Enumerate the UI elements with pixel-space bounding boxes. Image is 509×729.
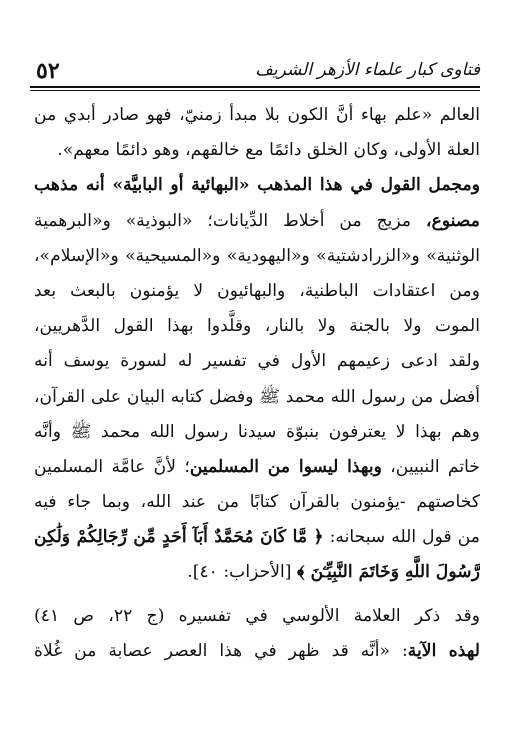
- text-segment: الوثنية» و«الزرادشتية» و«اليهودية» و«المسيحية» و«الإسلام»،: [34, 245, 480, 266]
- bold-text-segment: مصنوع،: [426, 210, 480, 231]
- text-segment: : «أنَّه قد ظهر في هذا العصر عصابة من غُلاة: [34, 640, 408, 661]
- bold-text-segment: وبهذا ليسوا من المسلمين: [189, 456, 382, 477]
- text-line: [34, 239, 480, 274]
- text-line: [34, 168, 480, 203]
- text-segment: مزيج من أخلاط الدِّيانات؛ «البوذية» و«البرهمية: [34, 210, 427, 231]
- text-line: [34, 309, 480, 344]
- text-line: [34, 485, 480, 520]
- text-line: [34, 380, 480, 415]
- text-line: [34, 274, 480, 309]
- page-number: ٥٢: [36, 58, 60, 84]
- bold-text-segment: ﴿ مَّا كَانَ مُحَمَّدٌ أَبَآ أَحَدٍ مِّن رِّجَالِكُمْ وَلَٰكِن: [34, 527, 324, 548]
- body-text: [34, 98, 480, 669]
- text-line: [34, 555, 480, 590]
- text-segment: ومن اعتقادات الباطنية، والبهائيون لا يؤمنون بالبعث بعد: [34, 280, 480, 301]
- text-segment: ولقد ادعى زعيمهم الأول في تفسير له لسورة يوسف أنه: [34, 351, 480, 372]
- paragraph-gap: [34, 591, 480, 599]
- text-line: [34, 415, 480, 450]
- page-header: [30, 56, 480, 90]
- text-segment: من قول الله سبحانه:: [323, 527, 480, 548]
- header-rule-thin: [30, 90, 480, 91]
- text-line: [34, 599, 480, 634]
- text-segment: خاتم النبيين،: [381, 456, 480, 477]
- text-segment: وقد ذكر العلامة الألوسي في تفسيره (ج ٢٢، ص ٤١): [34, 605, 480, 626]
- running-title: فتاوى كبار علماء الأزهر الشريف: [255, 60, 480, 80]
- bold-text-segment: رَّسُولَ اللَّهِ وَخَاتَمَ النَّبِيِّـۧنَ ﴾: [296, 562, 480, 583]
- text-line: [34, 98, 480, 133]
- text-segment: وهم بهذا لا يعترفون بنبوّة سيدنا رسول الله محمد ﷺ وأنَّه: [34, 421, 480, 442]
- text-line: [34, 520, 480, 555]
- text-segment: أفضل من رسول الله محمد ﷺ وفضل كتابه البيان على القرآن،: [34, 386, 480, 407]
- text-segment: ؛ لأنَّ عامَّة المسلمين: [34, 456, 190, 477]
- bold-text-segment: لهذه الآية: [407, 640, 480, 661]
- text-segment: [الأحزاب: ٤٠].: [187, 562, 297, 583]
- text-segment: الموت ولا بالجنة ولا بالنار، وقلَّدوا بهذا القول الدَّهريين،: [34, 316, 480, 337]
- text-line: [34, 133, 480, 168]
- text-line: [34, 450, 480, 485]
- text-line: [34, 344, 480, 379]
- header-rule: [30, 86, 480, 88]
- text-segment: العلة الأولى، وكان الخلق دائمًا مع خالقهم، وهو دائمًا معهم».: [57, 140, 480, 161]
- text-segment: العالم «علم بهاء أنَّ الكون بلا مبدأ زمنيّ، فهو صادر أبدي من: [34, 105, 480, 125]
- text-line: [34, 634, 480, 669]
- text-segment: كخاصتهم -يؤمنون بالقرآن كتابًا من عند الله، وبما جاء فيه: [34, 492, 480, 513]
- text-line: [34, 204, 480, 239]
- bold-text-segment: ومجمل القول في هذا المذهب «البهائية أو البابيَّة» أنه مذهب: [34, 175, 480, 196]
